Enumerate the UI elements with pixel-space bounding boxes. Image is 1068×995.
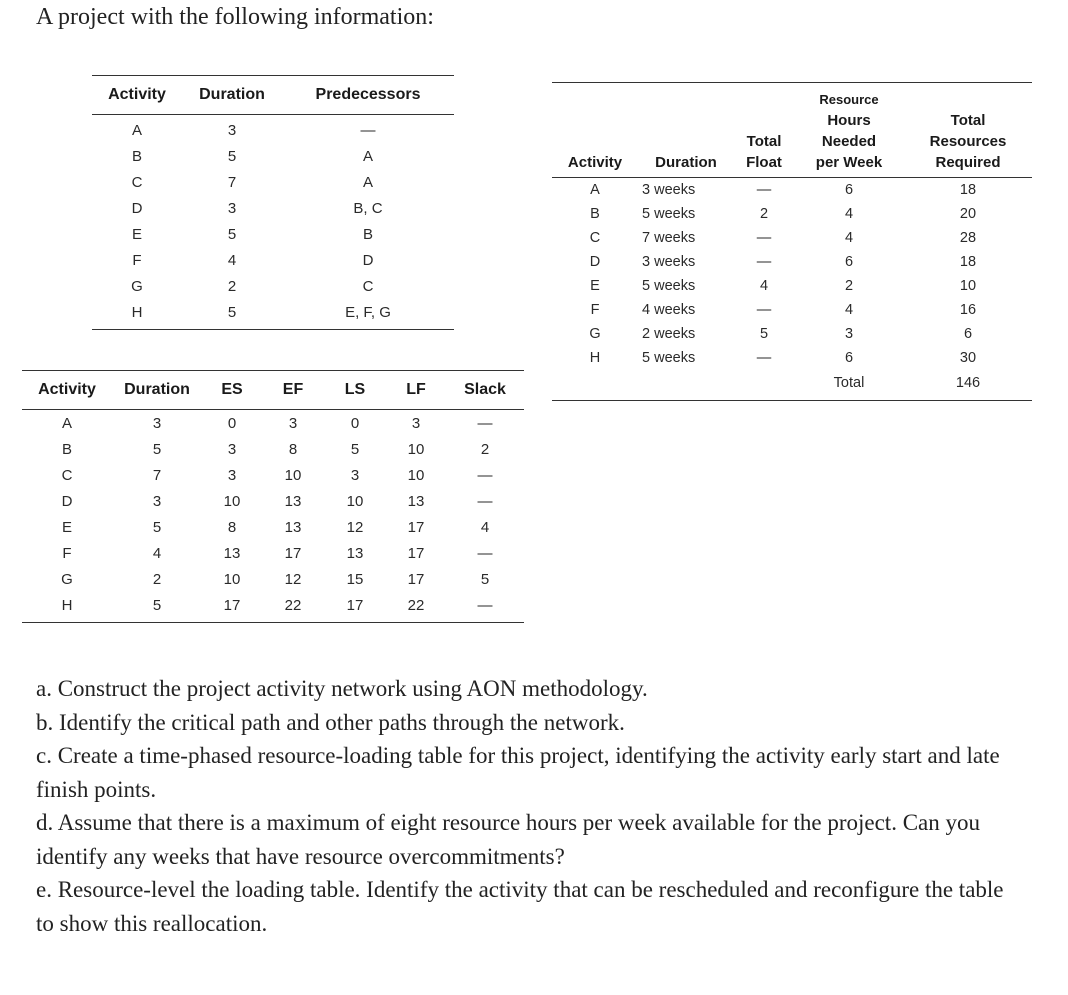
ls-cell: 10 xyxy=(346,492,364,510)
header-total-resources xyxy=(904,83,1032,178)
empty-cell xyxy=(638,370,734,401)
table-row xyxy=(92,195,454,221)
resource-hours-cell: 4 xyxy=(844,206,854,222)
table-header-row xyxy=(92,76,454,115)
activity-cell: D xyxy=(61,492,73,510)
duration-cell: 3 xyxy=(227,121,237,139)
header-line: per Week xyxy=(815,154,883,171)
slack-cell: — xyxy=(477,596,493,614)
activity-cell: B xyxy=(590,206,600,222)
table-row xyxy=(92,221,454,247)
ef-cell: 10 xyxy=(284,466,302,484)
activity-cell: F xyxy=(590,302,600,318)
total-float-cell: 2 xyxy=(759,206,769,222)
duration-cell: 3 xyxy=(227,199,237,217)
total-float-cell: — xyxy=(756,350,772,366)
duration-cell: 4 xyxy=(227,251,237,269)
ls-cell: 12 xyxy=(346,518,364,536)
duration-cell: 3 weeks xyxy=(642,182,696,198)
total-resources-cell: 30 xyxy=(959,350,977,366)
activity-cell: D xyxy=(589,254,601,270)
lf-cell: 17 xyxy=(407,518,425,536)
ls-cell: 13 xyxy=(346,544,364,562)
header-line: Total xyxy=(746,133,782,150)
table-row xyxy=(552,298,1032,322)
lf-cell: 3 xyxy=(411,414,421,432)
slack-cell: — xyxy=(477,466,493,484)
slack-cell: — xyxy=(477,414,493,432)
duration-cell: 4 weeks xyxy=(642,302,696,318)
total-float-cell: — xyxy=(756,182,772,198)
slack-cell: — xyxy=(477,492,493,510)
table-body xyxy=(92,115,454,330)
slack-cell: 5 xyxy=(480,570,490,588)
total-resources-cell: 20 xyxy=(959,206,977,222)
question-item: c. Create a time-phased resource-loading table for this project, identifying the activity early start and late finish points. xyxy=(36,743,1000,802)
table-row xyxy=(552,250,1032,274)
resource-hours-cell: 6 xyxy=(844,182,854,198)
lf-cell: 10 xyxy=(407,466,425,484)
duration-cell: 5 weeks xyxy=(642,278,696,294)
duration-cell: 4 xyxy=(152,544,162,562)
duration-cell: 5 xyxy=(152,518,162,536)
table-row xyxy=(552,226,1032,250)
predecessors-cell: E, F, G xyxy=(345,303,391,321)
lf-cell: 17 xyxy=(407,544,425,562)
total-float-cell: 4 xyxy=(759,278,769,294)
total-resources-cell: 18 xyxy=(959,182,977,198)
table-row xyxy=(552,274,1032,298)
predecessors-cell: B xyxy=(362,225,373,243)
ef-cell: 13 xyxy=(284,518,302,536)
table-row xyxy=(22,540,524,566)
ef-cell: 12 xyxy=(284,570,302,588)
total-row xyxy=(552,370,1032,401)
duration-cell: 5 xyxy=(227,225,237,243)
duration-cell: 5 weeks xyxy=(642,350,696,366)
activity-cell: G xyxy=(589,326,601,342)
resource-hours-cell: 3 xyxy=(844,326,854,342)
question-item: b. Identify the critical path and other paths through the network. xyxy=(36,709,625,735)
duration-cell: 7 weeks xyxy=(642,230,696,246)
predecessors-cell: B, C xyxy=(353,199,383,217)
total-float-cell: — xyxy=(756,302,772,318)
table-row xyxy=(22,592,524,623)
table-row xyxy=(22,410,524,437)
table-row xyxy=(22,462,524,488)
slack-cell: 4 xyxy=(480,518,490,536)
predecessors-cell: D xyxy=(362,251,374,269)
table-row xyxy=(92,115,454,144)
header-es: ES xyxy=(221,381,243,398)
header-predecessors: Predecessors xyxy=(315,86,421,103)
ls-cell: 17 xyxy=(346,596,364,614)
total-float-cell: — xyxy=(756,230,772,246)
activity-cell: A xyxy=(131,121,142,139)
activity-cell: C xyxy=(61,466,73,484)
table-row xyxy=(92,299,454,330)
lf-cell: 13 xyxy=(407,492,425,510)
total-value: 146 xyxy=(955,375,981,391)
es-cell: 17 xyxy=(223,596,241,614)
ls-cell: 3 xyxy=(350,466,360,484)
es-cell: 13 xyxy=(223,544,241,562)
duration-cell: 3 weeks xyxy=(642,254,696,270)
header-line: Resources xyxy=(929,133,1007,150)
header-line: Total xyxy=(950,112,986,129)
duration-cell: 5 xyxy=(227,147,237,165)
total-float-cell: — xyxy=(756,254,772,270)
es-cell: 10 xyxy=(223,570,241,588)
header-ls: LS xyxy=(344,381,366,398)
activity-cell: H xyxy=(131,303,143,321)
header-activity: Activity xyxy=(108,86,166,103)
resource-table xyxy=(552,82,1032,401)
table-body xyxy=(22,410,524,623)
duration-cell: 5 weeks xyxy=(642,206,696,222)
header-activity: Activity xyxy=(38,381,96,398)
lf-cell: 10 xyxy=(407,440,425,458)
duration-cell: 3 xyxy=(152,414,162,432)
activity-cell: E xyxy=(131,225,142,243)
question-item: a. Construct the project activity network using AON methodology. xyxy=(36,676,648,701)
table-row xyxy=(92,143,454,169)
activity-cell: E xyxy=(590,278,600,294)
header-total-float xyxy=(734,83,794,178)
header-line: Needed xyxy=(821,133,877,150)
activity-cell: B xyxy=(61,440,72,458)
activity-cell: H xyxy=(61,596,73,614)
predecessors-cell: A xyxy=(362,173,373,191)
duration-cell: 3 xyxy=(152,492,162,510)
duration-cell: 5 xyxy=(227,303,237,321)
table-body xyxy=(552,178,1032,401)
resource-hours-cell: 4 xyxy=(844,302,854,318)
table-row xyxy=(22,436,524,462)
table-header-row xyxy=(22,371,524,410)
es-cell: 10 xyxy=(223,492,241,510)
activity-cell: E xyxy=(61,518,72,536)
ef-cell: 13 xyxy=(284,492,302,510)
activity-cell: D xyxy=(131,199,143,217)
slack-cell: 2 xyxy=(480,440,490,458)
total-label: Total xyxy=(833,375,865,391)
ef-cell: 22 xyxy=(284,596,302,614)
activity-cell: B xyxy=(131,147,142,165)
ef-cell: 8 xyxy=(288,440,298,458)
table-row xyxy=(22,488,524,514)
header-duration: Duration xyxy=(199,86,265,103)
table-row xyxy=(92,273,454,299)
header-line: Float xyxy=(746,154,782,171)
table-row xyxy=(552,322,1032,346)
activity-cell: F xyxy=(62,544,72,562)
table-header-row xyxy=(552,83,1032,178)
header-line: Resource xyxy=(819,92,879,107)
resource-hours-cell: 6 xyxy=(844,350,854,366)
resource-hours-cell: 6 xyxy=(844,254,854,270)
slack-cell: — xyxy=(477,544,493,562)
header-ef: EF xyxy=(282,381,304,398)
total-float-cell: 5 xyxy=(759,326,769,342)
activity-cell: A xyxy=(590,182,600,198)
header-resource-hours xyxy=(794,83,904,178)
ef-cell: 17 xyxy=(284,544,302,562)
questions xyxy=(36,672,1016,940)
predecessors-cell: — xyxy=(360,121,376,139)
table-row xyxy=(552,202,1032,226)
activity-cell: G xyxy=(61,570,73,588)
intro-text: A project with the following information: xyxy=(36,4,434,30)
activity-cell: C xyxy=(589,230,601,246)
duration-cell: 7 xyxy=(152,466,162,484)
predecessors-cell: C xyxy=(362,277,374,295)
activity-cell: H xyxy=(589,350,601,366)
duration-cell: 5 xyxy=(152,440,162,458)
resource-hours-cell: 4 xyxy=(844,230,854,246)
activity-cell: A xyxy=(61,414,72,432)
resource-hours-cell: 2 xyxy=(844,278,854,294)
ls-cell: 15 xyxy=(346,570,364,588)
total-resources-cell: 16 xyxy=(959,302,977,318)
header-lf: LF xyxy=(406,381,426,398)
duration-cell: 2 weeks xyxy=(642,326,696,342)
schedule-table xyxy=(22,370,524,623)
table-row xyxy=(22,566,524,592)
header-slack: Slack xyxy=(464,381,506,398)
lf-cell: 22 xyxy=(407,596,425,614)
empty-cell xyxy=(734,370,794,401)
duration-cell: 5 xyxy=(152,596,162,614)
header-duration: Duration xyxy=(655,154,717,171)
lf-cell: 17 xyxy=(407,570,425,588)
header-duration: Duration xyxy=(124,381,190,398)
activity-cell: G xyxy=(131,277,143,295)
header-line: Hours xyxy=(827,112,871,129)
header-activity: Activity xyxy=(567,154,623,171)
es-cell: 0 xyxy=(227,414,237,432)
duration-cell: 2 xyxy=(152,570,162,588)
table-row xyxy=(552,178,1032,203)
question-item: d. Assume that there is a maximum of eight resource hours per week available for the project. Can you identify any weeks that have resource overcommitments? xyxy=(36,810,980,869)
table-row xyxy=(552,346,1032,370)
predecessors-cell: A xyxy=(362,147,373,165)
ef-cell: 3 xyxy=(288,414,298,432)
total-resources-cell: 6 xyxy=(963,326,973,342)
total-resources-cell: 28 xyxy=(959,230,977,246)
table-row xyxy=(92,247,454,273)
es-cell: 3 xyxy=(227,440,237,458)
activity-cell: C xyxy=(131,173,143,191)
empty-cell xyxy=(552,370,638,401)
activity-cell: F xyxy=(132,251,142,269)
header-line: Required xyxy=(935,154,1001,171)
table-row xyxy=(92,169,454,195)
duration-cell: 7 xyxy=(227,173,237,191)
es-cell: 8 xyxy=(227,518,237,536)
es-cell: 3 xyxy=(227,466,237,484)
duration-cell: 2 xyxy=(227,277,237,295)
ls-cell: 0 xyxy=(350,414,360,432)
total-resources-cell: 18 xyxy=(959,254,977,270)
question-item: e. Resource-level the loading table. Identify the activity that can be rescheduled and reconfigure the table to show this reallocation. xyxy=(36,877,1004,936)
ls-cell: 5 xyxy=(350,440,360,458)
activity-predecessor-table xyxy=(92,75,454,330)
table-row xyxy=(22,514,524,540)
total-resources-cell: 10 xyxy=(959,278,977,294)
